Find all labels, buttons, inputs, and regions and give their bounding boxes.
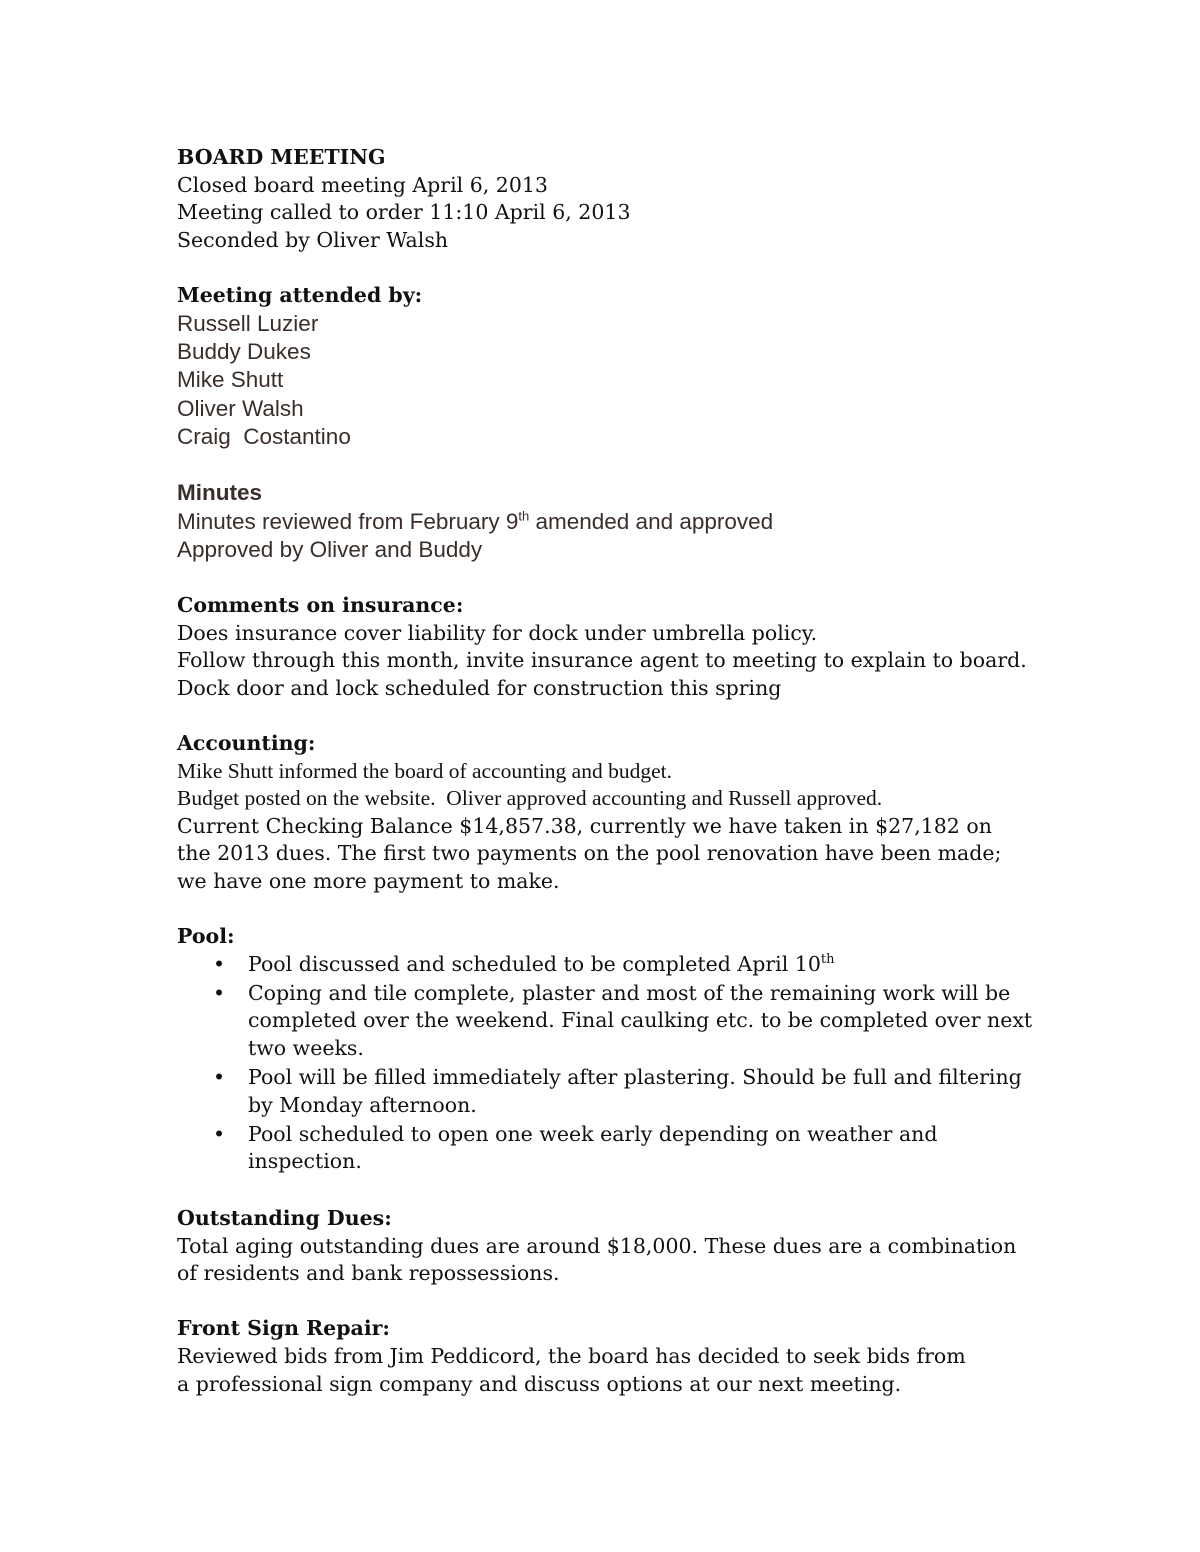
- attendee-name: Russell Luzier: [177, 310, 319, 336]
- attendance-heading: Meeting attended by:: [177, 282, 423, 307]
- sign-heading: Front Sign Repair:: [177, 1316, 390, 1341]
- bullet-icon: •: [213, 951, 226, 976]
- list-item-text: Pool will be filled immediately after plastering. Should be full and filtering by Monday afternoon.: [248, 1065, 1022, 1117]
- header-line: Meeting called to order 11:10 April 6, 2013: [177, 200, 631, 225]
- header-section: [177, 144, 1037, 254]
- bullet-icon: •: [213, 1121, 226, 1146]
- accounting-heading: Accounting:: [177, 730, 316, 755]
- insurance-line: Does insurance cover liability for dock under umbrella policy.: [177, 620, 818, 645]
- attendee-name: Buddy Dukes: [177, 338, 311, 364]
- ordinal-suffix: th: [518, 508, 530, 524]
- minutes-approval: Approved by Oliver and Buddy: [177, 537, 483, 562]
- accounting-line: Mike Shutt informed the board of accounting and budget.: [177, 758, 672, 783]
- attendee-name: Mike Shutt: [177, 367, 284, 393]
- attendee-name: Oliver Walsh: [177, 395, 304, 421]
- list-item-text: Pool discussed and scheduled to be completed April 10: [248, 951, 821, 976]
- attendee-name: Craig Costantino: [177, 424, 351, 450]
- sign-paragraph: Reviewed bids from Jim Peddicord, the board has decided to seek bids from a professional sign company and discuss options at our next meeting.: [177, 1344, 966, 1396]
- header-line: Seconded by Oliver Walsh: [177, 227, 449, 252]
- header-line: Closed board meeting April 6, 2013: [177, 172, 548, 197]
- dues-paragraph: Total aging outstanding dues are around $18,000. These dues are a combination of residents and bank repossessions.: [177, 1233, 1017, 1286]
- list-item: [177, 980, 1037, 1063]
- pool-heading: Pool:: [177, 924, 235, 949]
- list-item: [177, 951, 1037, 979]
- minutes-text: Minutes reviewed from February 9: [177, 508, 519, 534]
- accounting-line: Budget posted on the website. Oliver approved accounting and Russell approved.: [177, 786, 883, 811]
- dues-heading: Outstanding Dues:: [177, 1206, 392, 1231]
- list-item-text: Pool scheduled to open one week early depending on weather and inspection.: [248, 1121, 938, 1174]
- minutes-section: [177, 479, 1037, 564]
- pool-section: [177, 923, 1037, 1176]
- document-page: [177, 144, 1037, 1398]
- list-item-text: Coping and tile complete, plaster and most of the remaining work will be completed over the weekend. Final caulking etc. to be completed over next two weeks.: [248, 980, 1033, 1060]
- list-item: [177, 1064, 1037, 1119]
- insurance-line: Follow through this month, invite insurance agent to meeting to explain to board.: [177, 648, 1027, 673]
- dues-section: [177, 1205, 1037, 1288]
- sign-section: [177, 1315, 1037, 1398]
- insurance-line: Dock door and lock scheduled for construction this spring: [177, 675, 782, 700]
- attendance-section: [177, 282, 1037, 452]
- bullet-icon: •: [213, 980, 226, 1005]
- minutes-line: [177, 508, 1037, 536]
- ordinal-suffix: th: [820, 951, 835, 967]
- bullet-icon: •: [213, 1065, 226, 1090]
- minutes-text: amended and approved: [529, 508, 774, 534]
- list-item: [177, 1121, 1037, 1176]
- minutes-heading: Minutes: [177, 480, 263, 506]
- insurance-section: [177, 592, 1037, 702]
- accounting-paragraph: Current Checking Balance $14,857.38, currently we have taken in $27,182 on the 2013 dues. The first two payments on the pool renovation have been made; we have one more payment to make.: [177, 813, 1002, 893]
- accounting-section: [177, 730, 1037, 896]
- pool-list: [177, 951, 1037, 1176]
- document-title: BOARD MEETING: [177, 145, 386, 169]
- insurance-heading: Comments on insurance:: [177, 593, 464, 617]
